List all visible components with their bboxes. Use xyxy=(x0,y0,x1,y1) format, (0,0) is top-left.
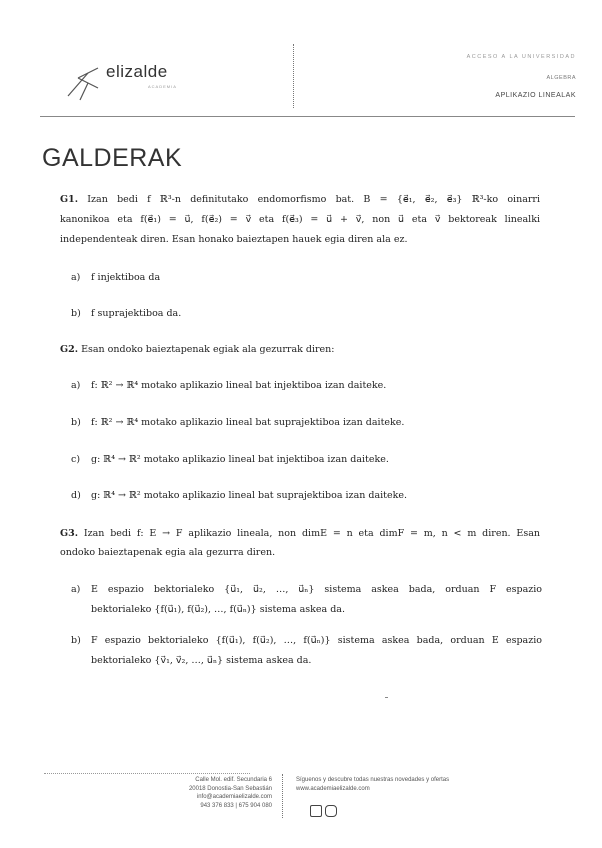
g3-item-a xyxy=(71,580,542,620)
facebook-icon[interactable] xyxy=(310,805,322,817)
footer-slogan: Síguenos y descubre todas nuestras novedades y ofertas xyxy=(296,777,450,783)
g1-a-text: f injektiboa da xyxy=(91,272,161,283)
footer-phones: 943 376 833 | 675 904 080 xyxy=(200,802,272,809)
g3-line-1 xyxy=(60,524,540,544)
g2-intro xyxy=(60,340,540,360)
footer-social-icons xyxy=(310,802,340,821)
g2-item-d xyxy=(71,486,407,506)
instagram-icon[interactable] xyxy=(325,805,337,817)
footer-website[interactable]: www.academiaelizalde.com xyxy=(296,785,370,792)
footer-divider xyxy=(282,774,283,818)
g3-number: G3. xyxy=(60,528,79,539)
g1-item-a xyxy=(71,268,160,288)
header-course-code: ACCESO A LA UNIVERSIDAD xyxy=(466,54,576,60)
footer-social xyxy=(296,776,449,793)
g2-item-a xyxy=(71,376,386,396)
g1-b-label: b) xyxy=(71,308,81,319)
g3-b-label: b) xyxy=(71,635,81,646)
g2-number: G2. xyxy=(60,344,79,355)
footer-address-1: Calle Mol. edif. Secundaria 6 xyxy=(195,777,272,783)
brand-tagline: ACADEMIA xyxy=(148,84,177,89)
g1-line-1 xyxy=(60,190,540,210)
page-title: GALDERAK xyxy=(42,144,183,172)
g2-item-c xyxy=(71,450,389,470)
header-subject: ALGEBRA xyxy=(546,75,576,81)
footer-email[interactable]: info@academiaelizalde.com xyxy=(196,794,272,800)
g1-item-b xyxy=(71,304,181,324)
g3-line-2: ondoko baieztapenak egia ala gezurra diren. xyxy=(60,547,276,558)
g2-c-text: g: ℝ⁴ → ℝ² motako aplikazio lineal bat injektiboa izan daiteke. xyxy=(91,454,389,465)
g2-item-b xyxy=(71,413,404,433)
g1-line-3: independenteak diren. Esan honako baieztapen hauek egia diren ala ez. xyxy=(60,234,408,245)
g3-a-label: a) xyxy=(71,584,81,595)
g1-a-label: a) xyxy=(71,272,81,283)
g3-a-line-2: bektorialeko {f(u⃗₁), f(u⃗₂), …, f(u⃗ₙ)} sistema askea da. xyxy=(91,604,345,615)
footer-address-2: 20018 Donostia-San Sebastián xyxy=(188,785,272,792)
g2-c-label: c) xyxy=(71,454,81,465)
header-rule xyxy=(40,116,575,117)
page-mark xyxy=(385,697,388,698)
g2-a-text: f: ℝ² → ℝ⁴ motako aplikazio lineal bat injektiboa izan daiteke. xyxy=(91,380,387,391)
g2-d-text: g: ℝ⁴ → ℝ² motako aplikazio lineal bat suprajektiboa izan daiteke. xyxy=(91,490,407,501)
g2-a-label: a) xyxy=(71,380,81,391)
g1-line-2: kanonikoa eta f(e⃗₁) = u⃗, f(e⃗₂) = v⃗ eta f(e⃗₃) = u⃗ + v⃗, non u⃗ eta v⃗ bektoreak linealki xyxy=(60,214,540,225)
g3-a-line-1: E espazio bektorialeko {u⃗₁, u⃗₂, …, u⃗ₙ} sistema askea bada, orduan F espazio xyxy=(91,584,542,595)
g2-intro-text: Esan ondoko baieztapenak egiak ala gezurrak diren: xyxy=(81,344,335,355)
footer-rule xyxy=(44,773,250,774)
g2-d-label: d) xyxy=(71,490,81,501)
g3-b-line-1: F espazio bektorialeko {f(u⃗₁), f(u⃗₂), …, f(u⃗ₙ)} sistema askea bada, orduan E espazio xyxy=(91,635,542,646)
g1-text-1: Izan bedi f ℝ³-n definitutako endomorfismo bat. B = {e⃗₁, e⃗₂, e⃗₃} ℝ³-ko oinarri xyxy=(87,194,540,205)
g2-b-text: f: ℝ² → ℝ⁴ motako aplikazio lineal bat suprajektiboa izan daiteke. xyxy=(91,417,405,428)
header-divider xyxy=(293,44,294,108)
g3-text-1: Izan bedi f: E → F aplikazio lineala, non dimE = n eta dimF = m, n < m diren. Esan xyxy=(83,528,540,539)
g2-b-label: b) xyxy=(71,417,81,428)
g3-item-b xyxy=(71,631,542,671)
header-topic: APLIKAZIO LINEALAK xyxy=(495,92,576,99)
g1-number: G1. xyxy=(60,194,79,205)
brand-name: elizalde xyxy=(106,62,168,81)
g1-b-text: f suprajektiboa da. xyxy=(91,308,182,319)
g3-b-line-2: bektorialeko {v⃗₁, v⃗₂, …, u⃗ₙ} sistema askea da. xyxy=(91,655,312,666)
footer-contact xyxy=(189,776,272,810)
